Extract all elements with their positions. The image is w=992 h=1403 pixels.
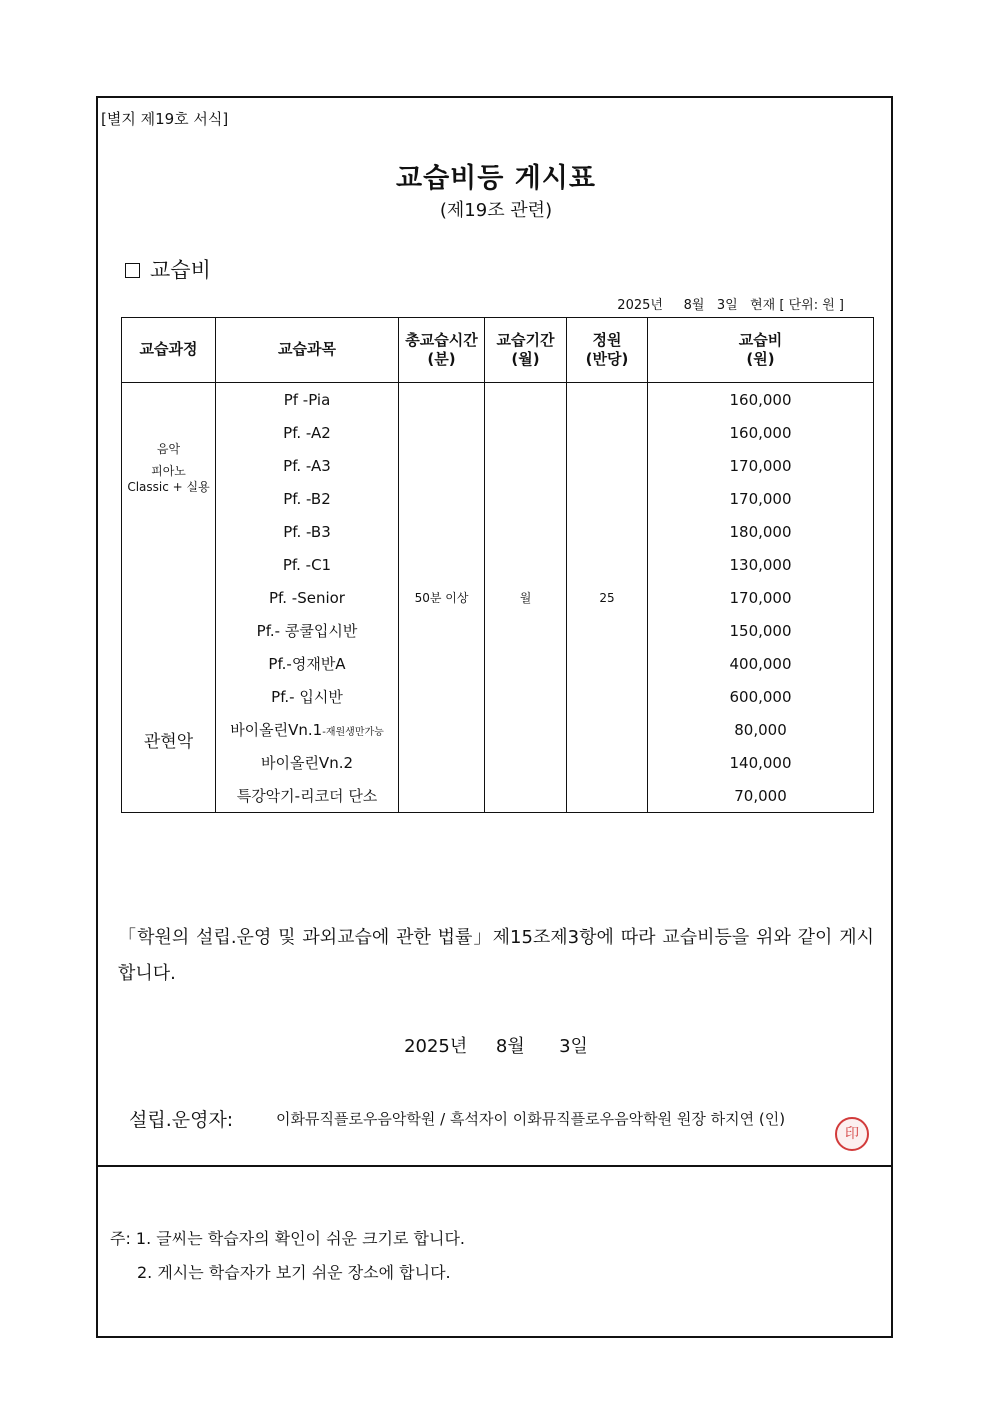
subject-cell: Pf. -A3 <box>216 449 399 482</box>
footnote-2: 2. 게시는 학습자가 보기 쉬운 장소에 합니다. <box>137 1263 451 1282</box>
subject-cell: 특강악기-리코더 단소 <box>216 779 399 813</box>
checkbox-square-icon <box>125 263 140 278</box>
fee-cell: 170,000 <box>648 449 874 482</box>
total-time-cell: 50분 이상 <box>399 383 485 813</box>
document-title: 교습비등 게시표 <box>396 163 596 194</box>
table-header-row <box>122 318 874 383</box>
section-heading-label: 교습비 <box>150 258 211 282</box>
form-reference: [별지 제19호 서식] <box>101 110 229 128</box>
subject-cell: Pf. -B3 <box>216 515 399 548</box>
seal-stamp-icon: 印 <box>835 1117 869 1151</box>
operator-label: 설립.운영자: <box>129 1109 234 1131</box>
course-piano: 피아노 <box>151 464 186 479</box>
operator-value: 이화뮤직플로우음악학원 / 흑석자이 이화뮤직플로우음악학원 원장 하지연 (인) <box>276 1110 786 1128</box>
notice-text: 「학원의 설립.운영 및 과외교습에 관한 법률」제15조제3항에 따라 교습비등을 위와 같이 게시합니다. <box>118 927 874 984</box>
subject-cell: Pf -Pia <box>216 383 399 417</box>
fee-cell: 130,000 <box>648 548 874 581</box>
sign-date <box>0 1032 992 1058</box>
subject-cell: Pf.- 입시반 <box>216 680 399 713</box>
date-unit-line <box>617 294 844 313</box>
period-cell: 월 <box>485 383 567 813</box>
header-capacity: 정원 (반당) <box>567 318 648 383</box>
subject-cell: Pf.- 콩쿨입시반 <box>216 614 399 647</box>
fee-cell: 150,000 <box>648 614 874 647</box>
fee-cell: 70,000 <box>648 779 874 813</box>
table-row <box>122 383 874 417</box>
header-total-time: 총교습시간 (분) <box>399 318 485 383</box>
sign-day: 3일 <box>559 1036 588 1057</box>
footer-divider <box>96 1165 893 1167</box>
subject-cell: Pf. -Senior <box>216 581 399 614</box>
header-subject: 교습과목 <box>216 318 399 383</box>
unit-label: [ 단위: 원 ] <box>779 298 844 313</box>
fee-cell: 140,000 <box>648 746 874 779</box>
fee-cell: 80,000 <box>648 713 874 746</box>
fee-table <box>121 317 874 813</box>
subject-cell: 바이올린Vn.1-재원생만가능 <box>216 713 399 746</box>
course-music-piano <box>122 441 215 496</box>
course-strings: 관현악 <box>143 732 194 752</box>
fee-cell: 400,000 <box>648 647 874 680</box>
fee-cell: 600,000 <box>648 680 874 713</box>
subject-cell: Pf. -B2 <box>216 482 399 515</box>
date-year: 2025년 <box>617 298 663 313</box>
document-subtitle: (제19조 관련) <box>439 200 553 221</box>
date-month: 8월 <box>683 298 705 313</box>
fee-cell: 180,000 <box>648 515 874 548</box>
subject-cell: Pf. -C1 <box>216 548 399 581</box>
subject-cell: Pf.-영재반A <box>216 647 399 680</box>
section-heading <box>125 254 211 284</box>
fee-cell: 170,000 <box>648 482 874 515</box>
course-music: 음악 <box>156 442 181 456</box>
header-period: 교습기간 (월) <box>485 318 567 383</box>
date-as-of: 현재 <box>750 298 776 313</box>
header-fee: 교습비 (원) <box>648 318 874 383</box>
subject-cell: 바이올린Vn.2 <box>216 746 399 779</box>
fee-cell: 170,000 <box>648 581 874 614</box>
date-day: 3일 <box>716 298 738 313</box>
course-cell <box>122 383 216 813</box>
sign-year: 2025년 <box>404 1036 468 1057</box>
sign-month: 8월 <box>495 1036 525 1057</box>
subject-cell: Pf. -A2 <box>216 416 399 449</box>
footnote-1: 주: 1. 글씨는 학습자의 확인이 쉬운 크기로 합니다. <box>110 1229 466 1248</box>
header-course: 교습과정 <box>122 318 216 383</box>
fee-cell: 160,000 <box>648 383 874 417</box>
capacity-cell: 25 <box>567 383 648 813</box>
course-piano-type: Classic + 실용 <box>127 480 210 495</box>
fee-cell: 160,000 <box>648 416 874 449</box>
